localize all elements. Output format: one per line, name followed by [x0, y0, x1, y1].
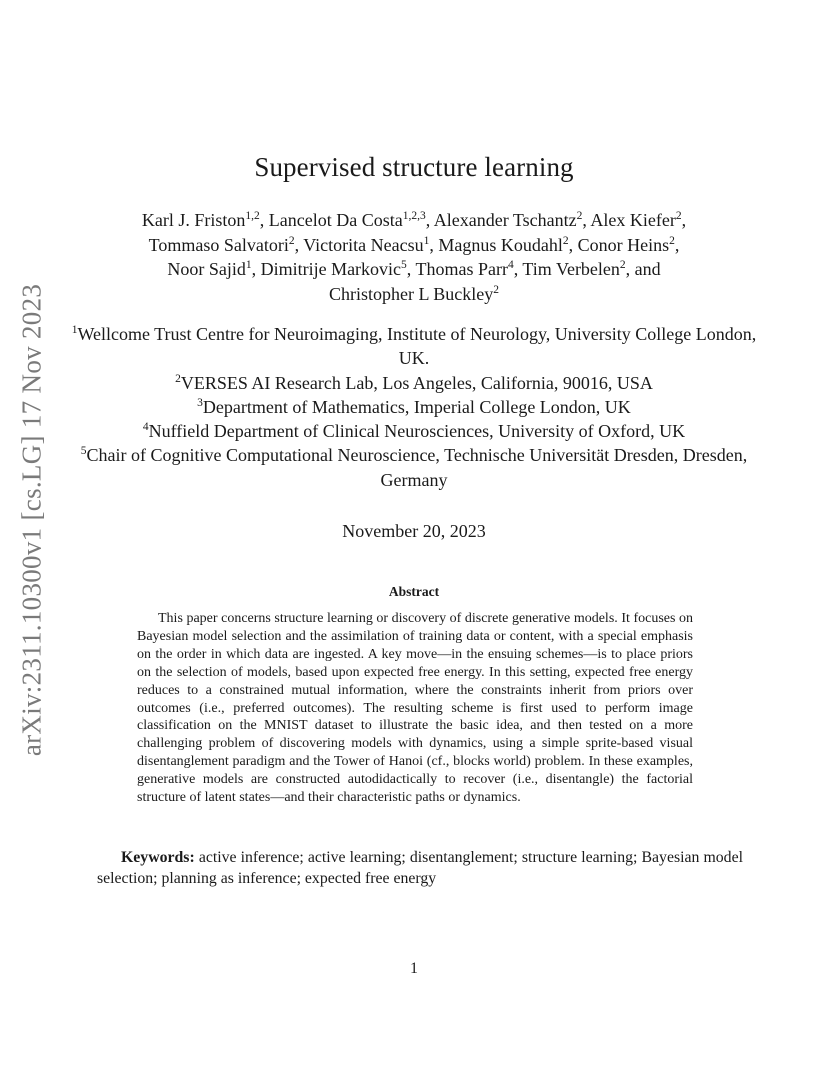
- affiliation-text: Department of Mathematics, Imperial College London, UK: [202, 396, 631, 417]
- author-name: Tim Verbelen: [522, 259, 620, 279]
- affiliation: [70, 419, 758, 443]
- page-number: 1: [410, 960, 418, 977]
- affiliation-text: VERSES AI Research Lab, Los Angeles, California, 90016, USA: [180, 372, 653, 393]
- author-affiliation-marker: 1: [245, 259, 252, 271]
- author-separator: , and: [625, 259, 661, 279]
- author-separator: ,: [406, 259, 416, 279]
- author-name: Lancelot Da Costa: [268, 210, 403, 230]
- author-separator: ,: [251, 259, 261, 279]
- author-name: Thomas Parr: [415, 259, 508, 279]
- author-affiliation-marker: 4: [507, 259, 514, 271]
- affiliation: [70, 395, 758, 419]
- affiliation-marker: 3: [197, 396, 203, 409]
- author-name: Alexander Tschantz: [433, 210, 577, 230]
- paper-title: Supervised structure learning: [254, 152, 574, 182]
- author-name: Magnus Koudahl: [438, 234, 563, 255]
- author-name: Tommaso Salvatori: [148, 234, 289, 255]
- affiliation: [70, 443, 758, 492]
- author-separator: ,: [294, 234, 304, 255]
- author-separator: ,: [429, 234, 439, 255]
- author-separator: ,: [681, 210, 687, 230]
- affiliation-text: Nuffield Department of Clinical Neurosciences, University of Oxford, UK: [148, 421, 686, 442]
- author-affiliation-marker: 1,2,3: [402, 210, 426, 222]
- author-name: Alex Kiefer: [590, 210, 676, 230]
- author-affiliation-marker: 1: [423, 234, 430, 247]
- affiliation: [70, 322, 758, 371]
- author-name: Karl J. Friston: [141, 210, 246, 230]
- abstract-text: This paper concerns structure learning or discovery of discrete generative models. It focuses on Bayesian model selection and the assimilation of training data or content, with a special emphasis on the order in which data are ingested. A key move—in the ensuing schemes—is to place priors on the selection of models, based upon expected free energy. In this setting, expected free energy reduces to a constrained mutual information, where the constraints inherit from priors over outcomes (i.e., preferred outcomes). The resulting scheme is first used to perform image classification on the MNIST dataset to illustrate the basic idea, and then tested on a more challenging problem of discovering models with dynamics, using a simple sprite-based visual disentanglement paradigm and the Tower of Hanoi (cf., blocks world) problem. In these examples, generative models are constructed autodidactically to recover (i.e., disentangle) the factorial structure of latent states—and their characteristic paths or dynamics.: [137, 611, 693, 806]
- author-separator: ,: [568, 234, 578, 255]
- author-list: [80, 208, 748, 306]
- author-name: Noor Sajid: [167, 259, 246, 279]
- author-separator: ,: [425, 210, 434, 230]
- arxiv-identifier: arXiv:2311.10300v1 [cs.LG] 17 Nov 2023: [16, 283, 47, 757]
- author-name: Victorita Neacsu: [303, 234, 424, 255]
- author-affiliation-marker: 2: [576, 210, 583, 222]
- author-name: Christopher L Buckley: [328, 283, 494, 304]
- affiliation-list: [70, 322, 758, 492]
- author-affiliation-marker: 2: [619, 259, 626, 271]
- affiliation: [70, 371, 758, 395]
- author-affiliation-marker: 2: [669, 234, 675, 247]
- author-affiliation-marker: 2: [675, 210, 682, 222]
- affiliation-marker: 4: [142, 421, 149, 434]
- abstract-heading: Abstract: [388, 584, 440, 599]
- author-affiliation-marker: 2: [288, 234, 295, 247]
- author-separator: ,: [259, 210, 269, 230]
- affiliation-marker: 1: [71, 324, 78, 336]
- affiliation-text: Chair of Cognitive Computational Neuroscience, Technische Universität Dresden, Dresden, Germany: [86, 445, 748, 490]
- keywords-label: Keywords:: [121, 849, 195, 866]
- author-separator: ,: [513, 259, 523, 279]
- author-name: Conor Heins: [577, 234, 670, 255]
- author-affiliation-marker: 5: [401, 259, 407, 271]
- affiliation-marker: 5: [80, 445, 87, 458]
- paper-date: November 20, 2023: [342, 521, 486, 541]
- author-separator: ,: [674, 234, 680, 255]
- author-name: Dimitrije Markovic: [260, 259, 402, 279]
- author-affiliation-marker: 1,2: [245, 210, 260, 222]
- affiliation-marker: 2: [175, 372, 181, 385]
- affiliation-text: Wellcome Trust Centre for Neuroimaging, Institute of Neurology, University College London, UK.: [77, 324, 757, 369]
- author-separator: ,: [582, 210, 591, 230]
- keywords: [97, 848, 743, 889]
- author-affiliation-marker: 2: [493, 283, 500, 296]
- author-affiliation-marker: 2: [562, 234, 569, 247]
- keywords-text: active inference; active learning; disentanglement; structure learning; Bayesian model selection; planning as inference; expected free energy: [97, 849, 743, 887]
